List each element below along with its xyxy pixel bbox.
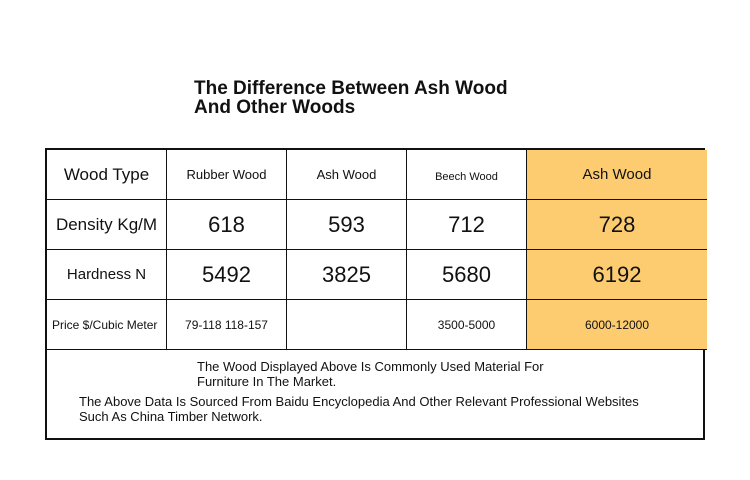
row-label-density: Density Kg/M: [47, 200, 167, 250]
hardness-rubber: 5492: [167, 250, 287, 300]
hardness-ash-highlight: 6192: [527, 250, 707, 300]
notes-section: [47, 350, 707, 442]
price-beech: 3500-5000: [407, 300, 527, 350]
header-ash-wood: Ash Wood: [287, 150, 407, 200]
density-rubber: 618: [167, 200, 287, 250]
note-data-source: The Above Data Is Sourced From Baidu Encyclopedia And Other Relevant Professional Websites Such As China Timber Network.: [79, 394, 639, 424]
hardness-ash: 3825: [287, 250, 407, 300]
page-title: [194, 79, 508, 117]
header-beech-wood: Beech Wood: [407, 150, 527, 200]
price-ash-highlight: 6000-12000: [527, 300, 707, 350]
price-rubber: 79-118 118-157: [167, 300, 287, 350]
price-ash: [287, 300, 407, 350]
title-line-1: The Difference Between Ash Wood: [194, 78, 508, 99]
header-ash-wood-highlight: Ash Wood: [527, 150, 707, 200]
density-ash-highlight: 728: [527, 200, 707, 250]
header-wood-type: Wood Type: [47, 150, 167, 200]
comparison-table: [45, 148, 705, 440]
row-label-price: Price $/Cubic Meter: [47, 300, 167, 350]
title-line-2: And Other Woods: [194, 97, 356, 118]
header-rubber-wood: Rubber Wood: [167, 150, 287, 200]
hardness-beech: 5680: [407, 250, 527, 300]
density-ash: 593: [287, 200, 407, 250]
density-beech: 712: [407, 200, 527, 250]
note-commonly-used: The Wood Displayed Above Is Commonly Used Material For Furniture In The Market.: [197, 359, 544, 389]
row-label-hardness: Hardness N: [47, 250, 167, 300]
